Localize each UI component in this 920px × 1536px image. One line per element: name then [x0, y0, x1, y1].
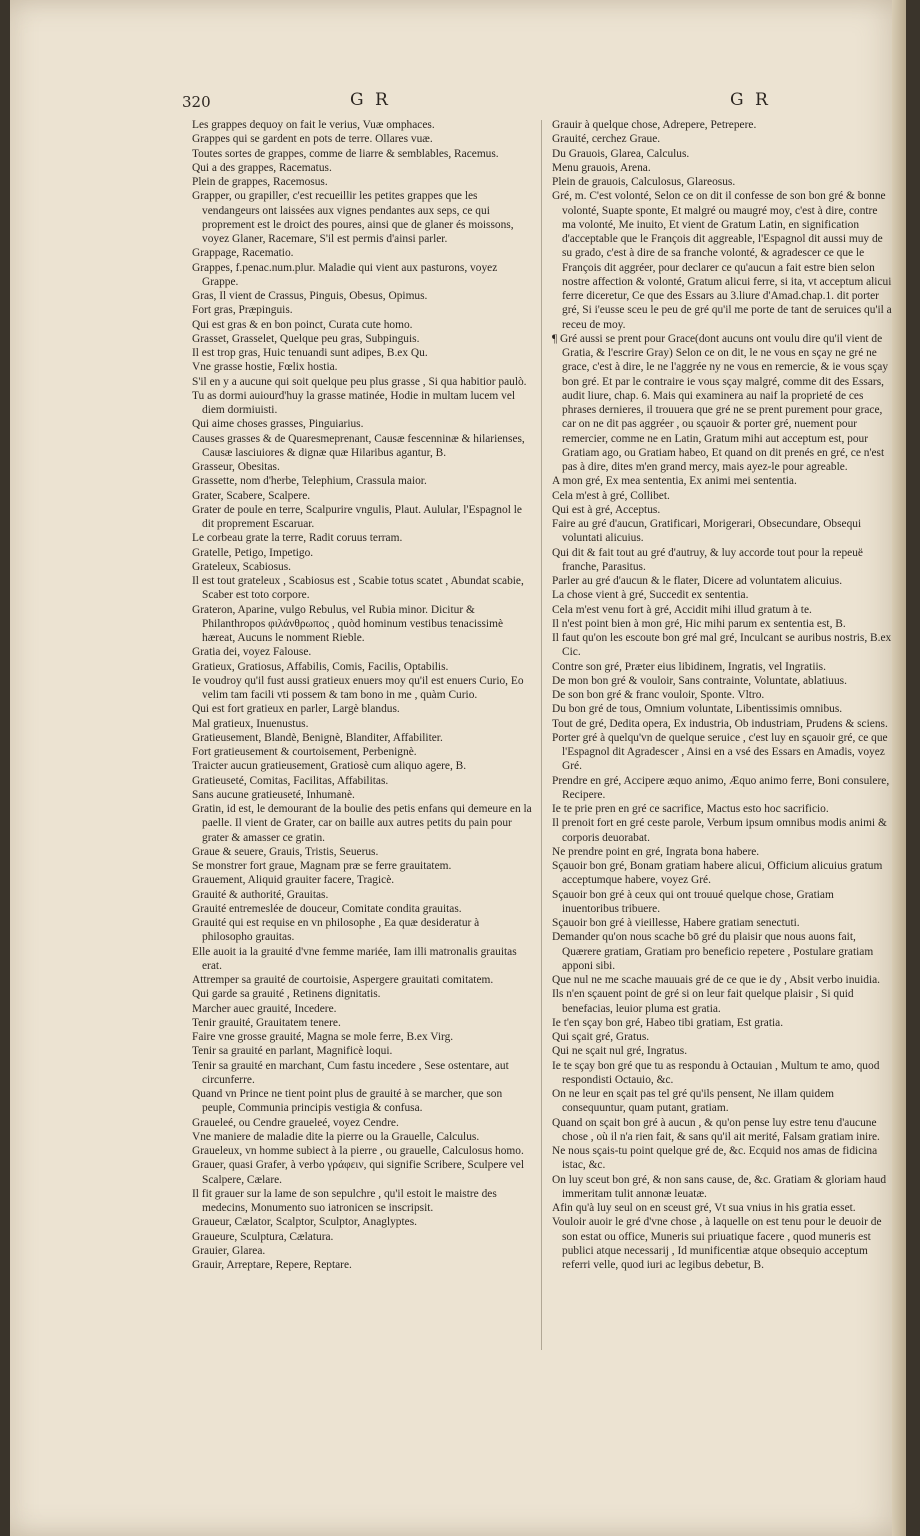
dictionary-entry: Tenir sa grauité en parlant, Magnificè loqui. [192, 1045, 393, 1058]
dictionary-entry: Se monstrer fort graue, Magnam præ se ferre grauitatem. [192, 860, 452, 872]
dictionary-entry: Sçauoir bon gré, Bonam gratiam habere alicui, Officium alicuius gratum acceptumque habere, voyez Gré. [552, 860, 883, 887]
dictionary-entry: Grauier, Glarea. [192, 1244, 266, 1257]
dictionary-entry: Il n'est point bien à mon gré, Hic mihi parum ex sententia est, B. [552, 617, 846, 630]
dictionary-entry: Grauir à quelque chose, Adrepere, Petrepere. [552, 119, 757, 131]
dictionary-entry: A mon gré, Ex mea sententia, Ex animi mei sententia. [552, 475, 797, 488]
dictionary-entry: Grater de poule en terre, Scalpurire vngulis, Plaut. Aulular, l'Espagnol le dit proprement Escaruar. [192, 503, 522, 530]
dictionary-entry: Gratieusement, Blandè, Benignè, Blanditer, Affabiliter. [192, 731, 443, 744]
running-head-left: G R [350, 90, 391, 110]
dictionary-entry: Grater, Scabere, Scalpere. [192, 489, 311, 502]
dictionary-entry: Il est trop gras, Huic tenuandi sunt adipes, B.ex Qu. [192, 347, 428, 359]
dictionary-entry: Quand vn Prince ne tient point plus de grauité à se marcher, que son peuple, Communia principis vestigia & confusa. [192, 1088, 503, 1115]
dictionary-entry: Tout de gré, Dedita opera, Ex industria, Ob industriam, Prudens & sciens. [552, 717, 888, 730]
dictionary-entry: Ne nous sçais-tu point quelque gré de, &c. Ecquid nos amas de fidicina istac, &c. [552, 1145, 878, 1172]
dictionary-entry: Il fit grauer sur la lame de son sepulchre , qu'il estoit le maistre des medecins, Monumento suo iatronicen se inscripsit. [192, 1187, 497, 1214]
dictionary-entry: On ne leur en sçait pas tel gré qu'ils pensent, Ne illam quidem consequuntur, quam putant, gratiam. [552, 1088, 834, 1115]
dictionary-entry: De son bon gré & franc vouloir, Sponte. Vltro. [552, 689, 765, 701]
dictionary-entry: Quand on sçait bon gré à aucun , & qu'on pense luy estre tenu d'aucune chose , où il n'a rien fait, & sans qu'il ait merité, Falsam gratiam inire. [552, 1116, 880, 1143]
dictionary-entry: Qui aime choses grasses, Pinguiarius. [192, 418, 364, 431]
dictionary-entry: Afin qu'à luy seul on en sceust gré, Vt sua vnius in his gratia esset. [552, 1202, 856, 1214]
dictionary-entry: Grateleux, Scabiosus. [192, 560, 292, 573]
dictionary-entry: Grapper, ou grapiller, c'est recueillir les petites grappes que les vendangeurs ont laissées aux vignes pendantes aux seps, ce qui proprement est le droict des poures, ainsi que de glaner és moissons, voyez Glaner, Racemare, S'il est permis d'ainsi parler. [192, 190, 514, 245]
dictionary-entry: Tu as dormi auiourd'huy la grasse matinée, Hodie in multam lucem vel diem dormiuisti. [192, 389, 516, 416]
dictionary-entry: Il prenoit fort en gré ceste parole, Verbum ipsum omnibus modis animi & corporis deuorabat. [552, 817, 887, 844]
dictionary-entry: Ie t'en sçay bon gré, Habeo tibi gratiam, Est gratia. [552, 1016, 784, 1029]
dictionary-entry: Du Grauois, Glarea, Calculus. [552, 147, 690, 160]
dictionary-entry: Attremper sa grauité de courtoisie, Aspergere grauitati comitatem. [192, 974, 494, 986]
dictionary-entry: Qui a des grappes, Racematus. [192, 161, 332, 174]
dictionary-entry: Cela m'est à gré, Collibet. [552, 489, 670, 502]
dictionary-entry: Ie te sçay bon gré que tu as respondu à Octauian , Multum te amo, quod respondisti Octauio, &c. [552, 1059, 880, 1086]
dictionary-entry: Fort gratieusement & courtoisement, Perbenignè. [192, 746, 417, 758]
dictionary-entry: Qui ne sçait nul gré, Ingratus. [552, 1045, 688, 1058]
dictionary-entry: Vne grasse hostie, Fœlix hostia. [192, 361, 338, 374]
dictionary-entry: Grappage, Racematio. [192, 247, 294, 260]
dictionary-entry: Ils n'en sçauent point de gré si on leur fait quelque plaisir , Si quid benefacias, leuior pluma est gratia. [552, 988, 854, 1015]
dictionary-entry: Plein de grauois, Calculosus, Glareosus. [552, 176, 736, 188]
dictionary-entry: Grauir, Arreptare, Repere, Reptare. [192, 1259, 352, 1271]
dictionary-entry: S'il en y a aucune qui soit quelque peu plus grasse , Si qua habitior paulò. [192, 375, 527, 388]
dictionary-entry: Vouloir auoir le gré d'vne chose , à laquelle on est tenu pour le deuoir de son estat ou office, Muneris sui priuatique facere , quod muneris est publici atque necessarij , Id munificentiæ atque obsequio acceptum referri velle, quod iuri ac legibus debetur, B. [552, 1216, 882, 1271]
dictionary-entry: Il est tout grateleux , Scabiosus est , Scabie totus scatet , Abundat scabie, Scaber est toto corpore. [192, 575, 524, 602]
dictionary-entry: Graue & seuere, Grauis, Tristis, Seuerus. [192, 845, 379, 858]
dictionary-entry: De mon bon gré & vouloir, Sans contrainte, Voluntate, ablatiuus. [552, 674, 847, 687]
dictionary-entry: Grauement, Aliquid grauiter facere, Tragicè. [192, 874, 395, 887]
dictionary-entry: Faire au gré d'aucun, Gratificari, Morigerari, Obsecundare, Obsequi voluntati alicuius. [552, 518, 862, 545]
dictionary-entry: Gratieux, Gratiosus, Affabilis, Comis, Facilis, Optabilis. [192, 660, 449, 673]
dictionary-entry: Grauité entremeslée de douceur, Comitate condita grauitas. [192, 902, 462, 915]
dictionary-entry: Causes grasses & de Quaresmeprenant, Causæ fescenninæ & hilarienses, Causæ lasciuiores & dignæ quæ Hilaribus agantur, B. [192, 432, 525, 459]
dictionary-entry: Que nul ne me scache mauuais gré de ce que ie dy , Absit verbo inuidia. [552, 974, 881, 986]
dictionary-entry: Tenir grauité, Grauitatem tenere. [192, 1016, 341, 1029]
dictionary-entry: Toutes sortes de grappes, comme de liarre & semblables, Racemus. [192, 147, 499, 160]
dictionary-entry: Plein de grappes, Racemosus. [192, 176, 328, 188]
dictionary-entry: Grassette, nom d'herbe, Telephium, Crassula maior. [192, 475, 427, 488]
dictionary-entry: Grauité & authorité, Grauitas. [192, 888, 329, 901]
dictionary-entry: Grateron, Aparine, vulgo Rebulus, vel Rubia minor. Dicitur & Philanthropos φιλάνθρωπος , quòd hominum vestibus tenacissimè hæreat, Aucuns le nomment Rieble. [192, 603, 504, 644]
dictionary-entry: Ne prendre point en gré, Ingrata bona habere. [552, 845, 760, 858]
dictionary-entry: Contre son gré, Præter eius libidinem, Ingratis, vel Ingratiis. [552, 660, 826, 673]
dictionary-entry: Parler au gré d'aucun & le flater, Dicere ad voluntatem alicuius. [552, 575, 843, 587]
dictionary-entry: Qui est à gré, Acceptus. [552, 503, 661, 516]
page-edge [892, 0, 906, 1536]
dictionary-entry: Fort gras, Præpinguis. [192, 304, 293, 317]
dictionary-entry: Grasseur, Obesitas. [192, 461, 280, 473]
dictionary-entry: Sçauoir bon gré à vieillesse, Habere gratiam senectuti. [552, 917, 800, 929]
dictionary-entry: Il faut qu'on les escoute bon gré mal gré, Inculcant se auribus nostris, B.ex Cic. [552, 632, 892, 659]
dictionary-entry: Demander qu'on nous scache bō gré du plaisir que nous auons fait, Quærere gratiam, Gratiam pro beneficio repetere , Postulare gratiam apponi sibi. [552, 931, 874, 972]
dictionary-entry: Mal gratieux, Inuenustus. [192, 717, 309, 730]
dictionary-entry: Gras, Il vient de Crassus, Pinguis, Obesus, Opimus. [192, 290, 428, 302]
dictionary-entry: Graueleux, vn homme subiect à la pierre , ou grauelle, Calculosus homo. [192, 1145, 524, 1157]
dictionary-entry: Tenir sa grauité en marchant, Cum fastu incedere , Sese ostentare, aut circunferre. [192, 1059, 509, 1086]
dictionary-entry: Cela m'est venu fort à gré, Accidit mihi illud gratum à te. [552, 603, 812, 616]
running-head-right: G R [730, 90, 771, 110]
right-column [552, 118, 892, 1272]
dictionary-entry: Qui est fort gratieux en parler, Largè blandus. [192, 703, 400, 716]
dictionary-entry: Faire vne grosse grauité, Magna se mole ferre, B.ex Virg. [192, 1031, 454, 1043]
dictionary-entry: La chose vient à gré, Succedit ex sententia. [552, 589, 749, 602]
dictionary-entry: Marcher auec grauité, Incedere. [192, 1002, 337, 1015]
dictionary-entry: Grappes qui se gardent en pots de terre. Ollares vuæ. [192, 133, 433, 146]
dictionary-entry: Graueleé, ou Cendre graueleé, voyez Cendre. [192, 1116, 399, 1129]
dictionary-entry: Graueur, Cælator, Scalptor, Sculptor, Anaglyptes. [192, 1216, 417, 1229]
dictionary-entry: Sans aucune gratieuseté, Inhumanè. [192, 788, 355, 801]
dictionary-entry: Ie te prie pren en gré ce sacrifice, Mactus esto hoc sacrificio. [552, 803, 829, 815]
book-page [10, 0, 906, 1536]
dictionary-entry: Grappes, f.penac.num.plur. Maladie qui vient aux pasturons, voyez Grappe. [192, 261, 498, 288]
dictionary-entry: Gratieuseté, Comitas, Facilitas, Affabilitas. [192, 774, 389, 787]
dictionary-entry: Du bon gré de tous, Omnium voluntate, Libentissimis omnibus. [552, 703, 843, 716]
dictionary-entry: Gratia dei, voyez Falouse. [192, 646, 312, 659]
dictionary-entry: Grauité, cerchez Graue. [552, 133, 661, 146]
dictionary-entry: Ie voudroy qu'il fust aussi gratieux enuers moy qu'il est enuers Curio, Eo velim tam facili vti possem & tam bono in me , quàm Curio. [192, 674, 524, 701]
page-number: 320 [182, 93, 211, 111]
dictionary-entry: Gratelle, Petigo, Impetigo. [192, 546, 314, 559]
dictionary-entry: Sçauoir bon gré à ceux qui ont trouué quelque chose, Gratiam inuentoribus tribuere. [552, 888, 834, 915]
dictionary-entry: Gratin, id est, le demourant de la boulie des petis enfans qui demeure en la paelle. Il vient de Grater, car on baille aux autres petits du pain pour grater & amasser ce gratin. [192, 803, 532, 844]
dictionary-entry: Qui garde sa grauité , Retinens dignitatis. [192, 988, 381, 1001]
dictionary-entry: Prendre en gré, Accipere æquo animo, Æquo animo ferre, Boni consulere, Recipere. [552, 774, 890, 801]
dictionary-entry: Elle auoit ia la grauité d'vne femme mariée, Iam illi matronalis grauitas erat. [192, 945, 517, 972]
dictionary-entry: On luy sceut bon gré, & non sans cause, de, &c. Gratiam & gloriam haud immeritam tulit annonæ leuatæ. [552, 1173, 887, 1200]
dictionary-entry: Menu grauois, Arena. [552, 161, 651, 174]
dictionary-entry: Porter gré à quelqu'vn de quelque seruice , c'est luy en sçauoir gré, ce que l'Espagnol dit Agradescer , Ainsi en a vsé des Essars en Amadis, voyez Gré. [552, 731, 888, 773]
dictionary-entry: Qui sçait gré, Gratus. [552, 1031, 650, 1043]
dictionary-entry: Grasset, Grasselet, Quelque peu gras, Subpinguis. [192, 332, 420, 345]
dictionary-entry: Qui est gras & en bon poinct, Curata cute homo. [192, 318, 413, 331]
dictionary-entry: Traicter aucun gratieusement, Gratiosè cum aliquo agere, B. [192, 760, 467, 773]
column-divider [541, 120, 542, 1350]
dictionary-entry: Les grappes dequoy on fait le verius, Vuæ omphaces. [192, 119, 435, 131]
dictionary-entry: Grauer, quasi Grafer, à verbo γράφειν, qui signifie Scribere, Sculpere vel Scalpere, Cælare. [192, 1159, 525, 1186]
left-column [192, 118, 532, 1272]
dictionary-entry: Gré, m. C'est volonté, Selon ce on dit il confesse de son bon gré & bonne volonté, Suapte sponte, Et malgré ou maugré moy, c'est à dire, contre ma volonté, Me inuito, Et vient de Gratum Latin, en signification d'acceptable que le François dit aggreable, l'Espagnol dit aussi muy de su grado, c'est à dire de sa franche volonté, & agradescer ce que le François dit aggréer, pour declarer ce qu'aucun a fait estre bien selon nostre affection & volonté, Gratum alicui ferre, si ita, vt acceptum alicui ferre diceretur, Ce que des Essars au 3.liure d'Amad.chap.1. dit porter gré, Si i'eusse sceu le peu de gré qu'il me porte de tant de seruices qu'il a receu de moy. [552, 190, 892, 331]
dictionary-entry: Graueure, Sculptura, Cælatura. [192, 1230, 334, 1243]
dictionary-entry: Le corbeau grate la terre, Radit coruus terram. [192, 532, 403, 545]
dictionary-entry: ¶ Gré aussi se prent pour Grace(dont aucuns ont voulu dire qu'il vient de Gratia, & l'escrire Gray) Selon ce on dit, le ne vous en sçay ne gré ne grace, c'est à dire, le ne l'aggrée ny ne vous en remercie, & ie vous sçay bon gré. Et par le contraire ie vous sçay malgré, comme dit des Essars, audit liure, chap. 6. Mais qui examinera au naif la proprieté de ces phrases dernieres, il trouuera que gré ne se prent purement pour grace, car on ne dit pas aggréer , ou sçauoir & porter gré, nuement pour remercier, comme ne en Latin, Gratum mihi aut acceptum est, pour Gratiam ago, ou Gratiam habeo, Et quand on dit prenés en gré, ce n'est pas à dire, dites m'en grand mercy, mais ayez-le pour agreable. [552, 332, 889, 473]
dictionary-entry: Qui dit & fait tout au gré d'autruy, & luy accorde tout pour la repeuë franche, Parasitus. [552, 546, 863, 573]
dictionary-entry: Grauité qui est requise en vn philosophe , Ea quæ desideratur à philosopho grauitas. [192, 917, 480, 944]
dictionary-entry: Vne maniere de maladie dite la pierre ou la Grauelle, Calculus. [192, 1130, 480, 1143]
